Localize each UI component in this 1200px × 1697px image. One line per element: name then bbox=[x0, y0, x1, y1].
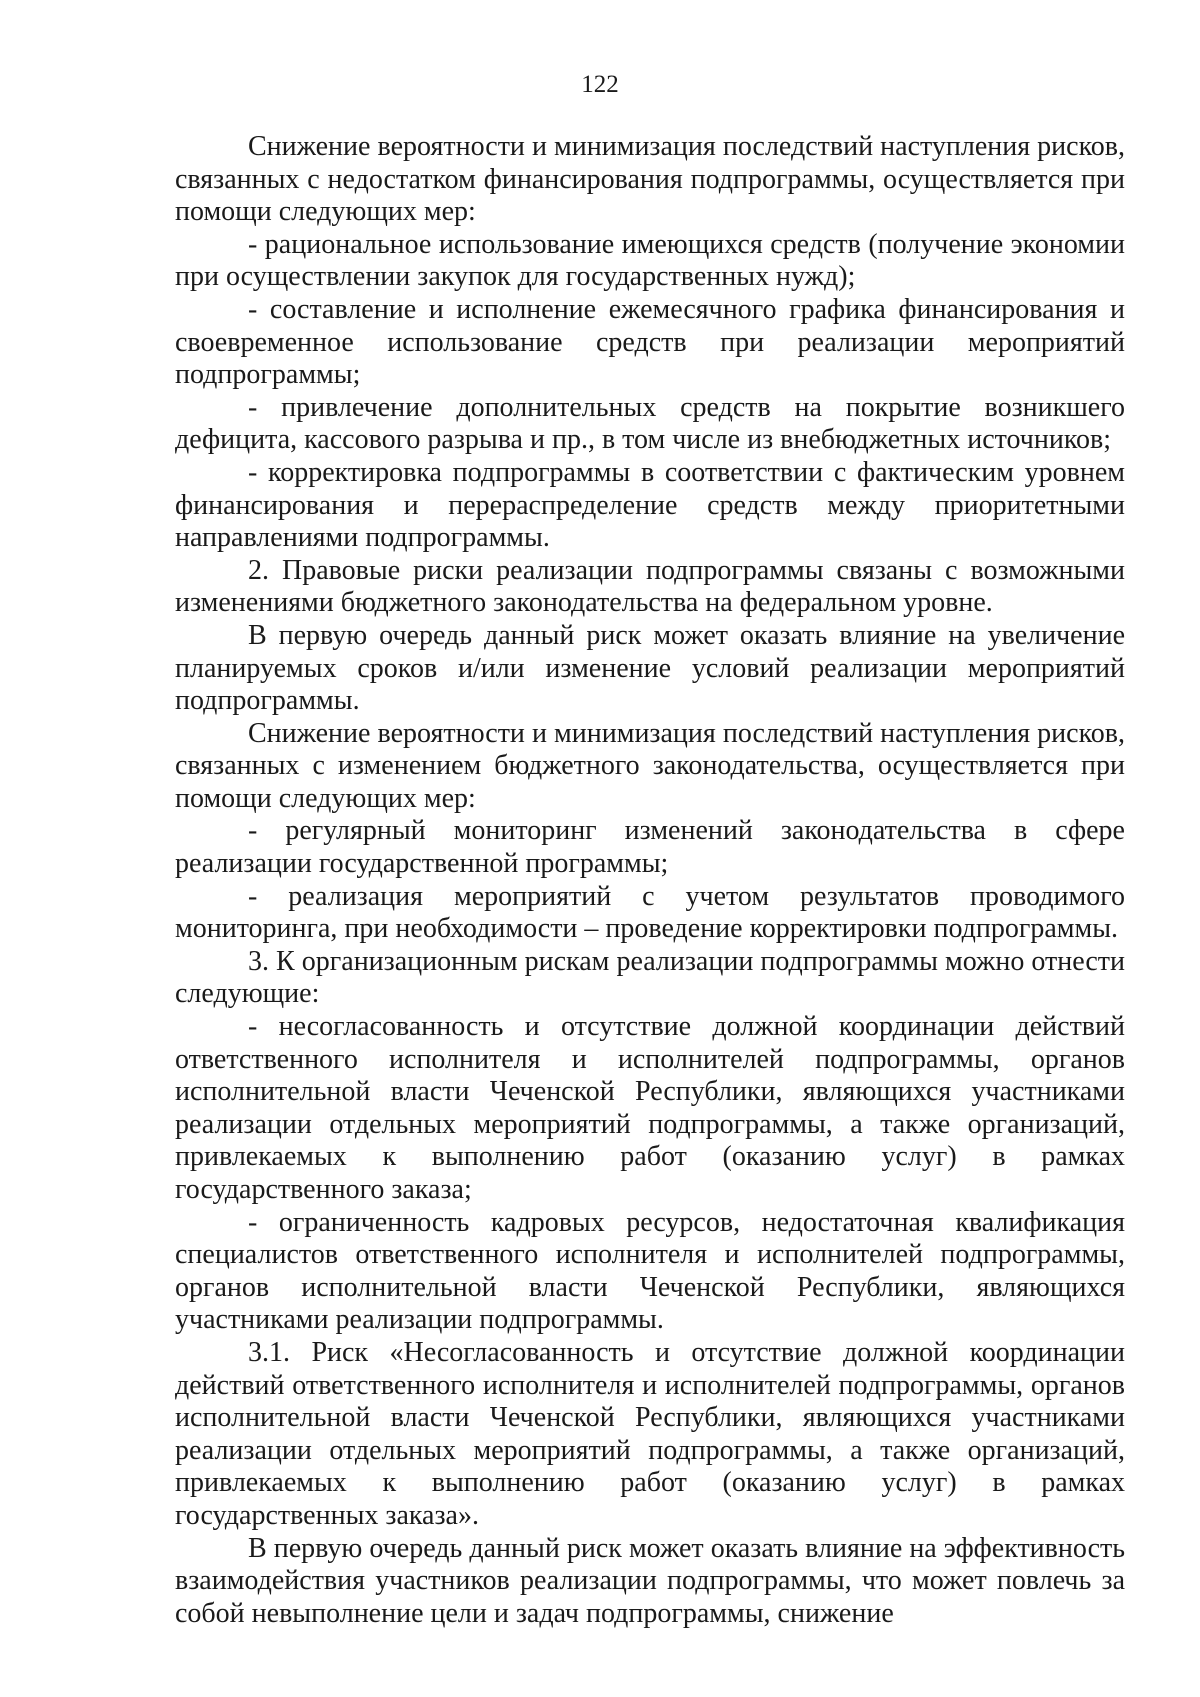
list-item: - рациональное использование имеющихся средств (получение экономии при осуществлении закупок для государственных нужд); bbox=[175, 228, 1125, 293]
paragraph: 3. К организационным рискам реализации подпрограммы можно отнести следующие: bbox=[175, 945, 1125, 1010]
body-text bbox=[175, 131, 1125, 1630]
paragraph: В первую очередь данный риск может оказать влияние на эффективность взаимодействия участников реализации подпрограммы, что может повлечь за собой невыполнение цели и задач подпрограммы, снижение bbox=[175, 1532, 1125, 1629]
list-item: - составление и исполнение ежемесячного графика финансирования и своевременное использование средств при реализации мероприятий подпрограммы; bbox=[175, 293, 1125, 391]
list-item: - реализация мероприятий с учетом результатов проводимого мониторинга, при необходимости – проведение корректировки подпрограммы. bbox=[175, 880, 1125, 945]
list-item: - регулярный мониторинг изменений законодательства в сфере реализации государственной программы; bbox=[175, 815, 1125, 880]
paragraph: 3.1. Риск «Несогласованность и отсутствие должной координации действий ответственного исполнителя и исполнителей подпрограммы, органов исполнительной власти Чеченской Республики, являющихся участниками реализации отдельных мероприятий подпрограммы, а также организаций, привлекаемых к выполнению работ (оказанию услуг) в рамках государственных заказа». bbox=[175, 1336, 1125, 1531]
list-item: - привлечение дополнительных средств на покрытие возникшего дефицита, кассового разрыва и пр., в том числе из внебюджетных источников; bbox=[175, 391, 1125, 456]
paragraph: Снижение вероятности и минимизация последствий наступления рисков, связанных с недостатком финансирования подпрограммы, осуществляется при помощи следующих мер: bbox=[175, 131, 1125, 228]
page-number: 122 bbox=[581, 71, 619, 98]
list-item: - ограниченность кадровых ресурсов, недостаточная квалификация специалистов ответственного исполнителя и исполнителей подпрограммы, органов исполнительной власти Чеченской Республики, являющихся участниками реализации подпрограммы. bbox=[175, 1206, 1125, 1336]
paragraph: Снижение вероятности и минимизация последствий наступления рисков, связанных с изменением бюджетного законодательства, осуществляется при помощи следующих мер: bbox=[175, 717, 1125, 814]
list-item: - несогласованность и отсутствие должной координации действий ответственного исполнителя и исполнителей подпрограммы, органов исполнительной власти Чеченской Республики, являющихся участниками реализации отдельных мероприятий подпрограммы, а также организаций, привлекаемых к выполнению работ (оказанию услуг) в рамках государственного заказа; bbox=[175, 1011, 1125, 1205]
paragraph: 2. Правовые риски реализации подпрограммы связаны с возможными изменениями бюджетного законодательства на федеральном уровне. bbox=[175, 554, 1125, 619]
list-item: - корректировка подпрограммы в соответствии с фактическим уровнем финансирования и перераспределение средств между приоритетными направлениями подпрограммы. bbox=[175, 456, 1125, 554]
paragraph: В первую очередь данный риск может оказать влияние на увеличение планируемых сроков и/или изменение условий реализации мероприятий подпрограммы. bbox=[175, 619, 1125, 717]
